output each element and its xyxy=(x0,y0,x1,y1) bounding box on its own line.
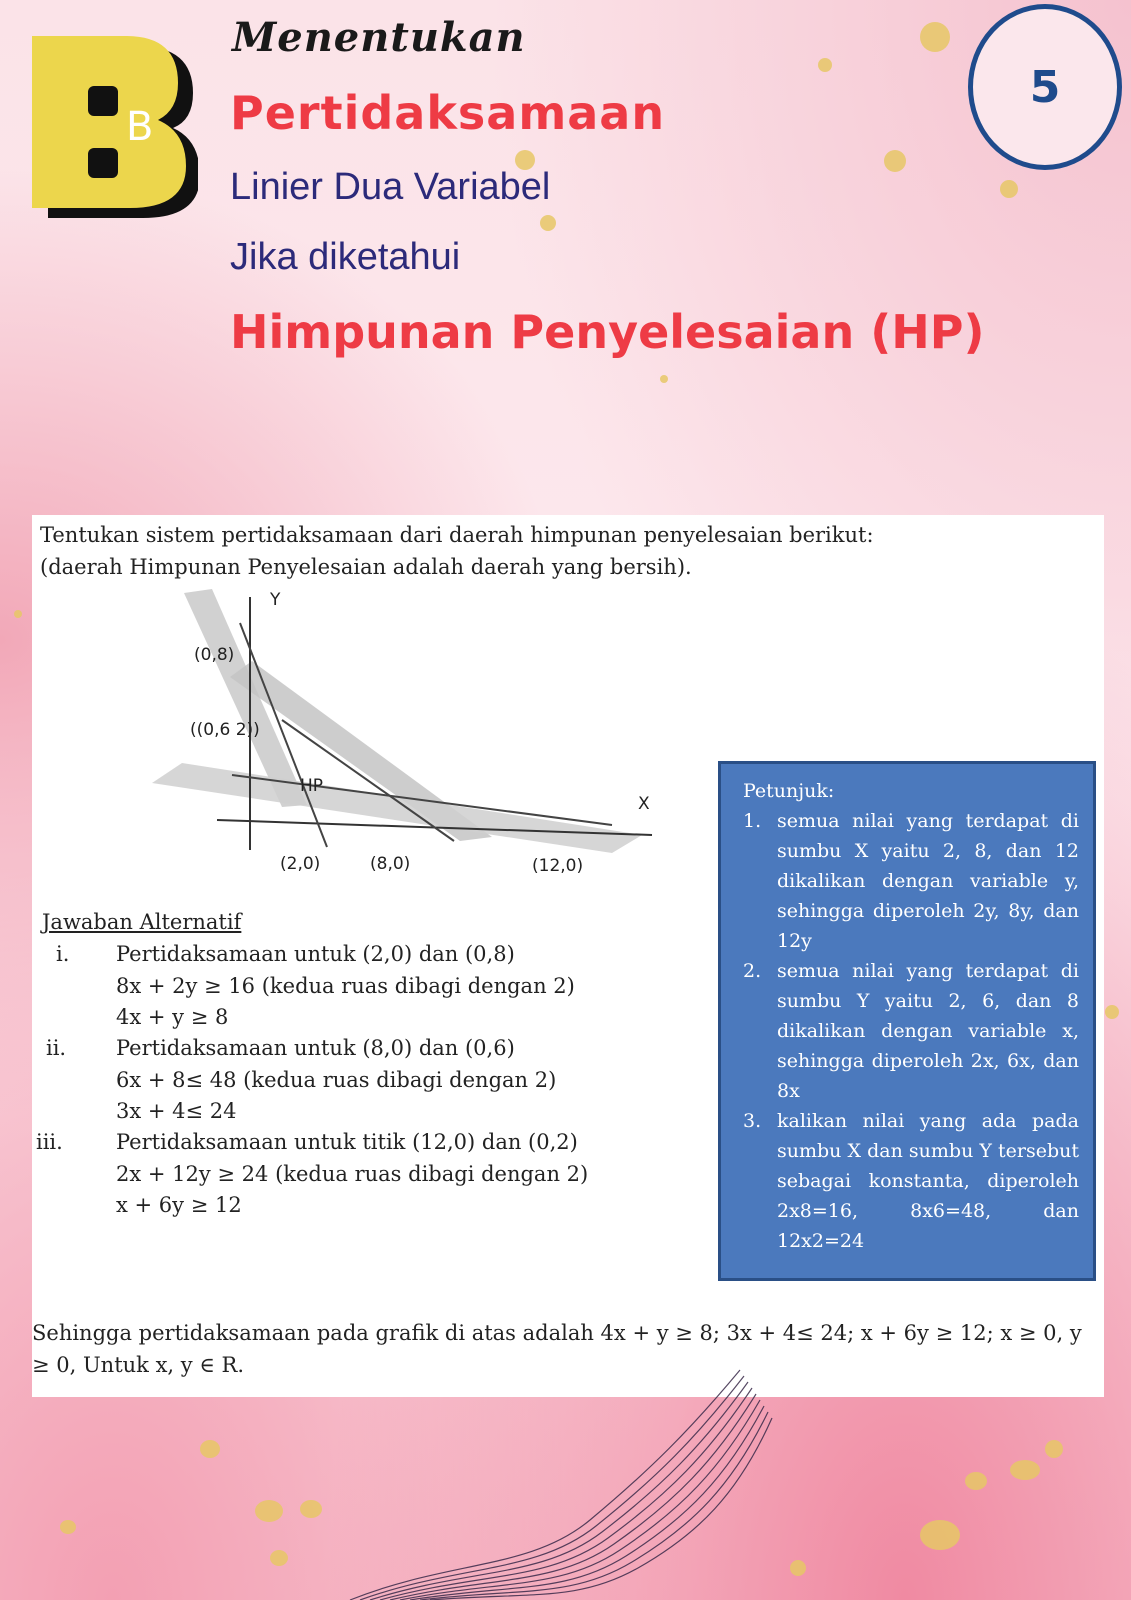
gold-dot xyxy=(1045,1440,1063,1458)
roman-i: i. xyxy=(56,942,70,966)
hint-num: 1. xyxy=(743,810,762,832)
x-axis-label: X xyxy=(638,794,650,814)
content-card xyxy=(32,515,1104,1397)
gold-dot xyxy=(920,1520,960,1550)
hint-title: Petunjuk: xyxy=(743,780,835,802)
gold-dot xyxy=(884,150,906,172)
gold-dot xyxy=(660,375,668,383)
gold-dot xyxy=(14,610,22,618)
roman-iii: iii. xyxy=(36,1130,63,1154)
answer-ii xyxy=(46,1036,515,1060)
letter-b-badge xyxy=(18,28,198,223)
subtitle: Linier Dua Variabel xyxy=(230,166,551,208)
hint-num: 2. xyxy=(743,960,762,982)
letter-b-text: B xyxy=(126,104,154,150)
gold-dot xyxy=(300,1500,322,1518)
answer-ii-text: Pertidaksamaan untuk (8,0) dan (0,6) xyxy=(116,1036,515,1060)
gold-dot xyxy=(965,1472,987,1490)
answer-title: Jawaban Alternatif xyxy=(42,910,242,934)
answer-i xyxy=(56,942,515,966)
gold-dot xyxy=(270,1550,288,1566)
main-title: Pertidaksamaan xyxy=(230,86,666,140)
gold-dot xyxy=(1010,1460,1040,1480)
hp-title: Himpunan Penyelesaian (HP) xyxy=(230,305,985,359)
point-8-0-label: (8,0) xyxy=(370,854,411,874)
point-12-0-label: (12,0) xyxy=(532,856,584,876)
answer-iii-eq2: x + 6y ≥ 12 xyxy=(116,1193,242,1217)
answer-iii-text: Pertidaksamaan untuk titik (12,0) dan (0,2) xyxy=(116,1130,578,1154)
point-0-8-label: (0,8) xyxy=(194,645,235,665)
gold-dot xyxy=(540,215,556,231)
hint-text: semua nilai yang terdapat di sumbu Y yaitu 2, 6, dan 8 dikalikan dengan variable x, sehingga diperoleh 2x, 6x, dan 8x xyxy=(777,960,1079,1102)
conclusion-text: Sehingga pertidaksamaan pada grafik di atas adalah 4x + y ≥ 8; 3x + 4≤ 24; x + 6y ≥ 12; x ≥ 0, y ≥ 0, Untuk x, y ∈ R. xyxy=(32,1321,1082,1377)
gold-dot xyxy=(255,1500,283,1522)
hp-label: HP xyxy=(300,776,324,796)
gold-dot xyxy=(1000,180,1018,198)
script-title: Menentukan xyxy=(232,14,526,61)
solution-region-graph xyxy=(142,585,672,885)
question-line-2: (daerah Himpunan Penyelesaian adalah daerah yang bersih). xyxy=(40,555,692,579)
roman-ii: ii. xyxy=(46,1036,67,1060)
hint-item xyxy=(743,956,1079,1106)
y-axis-label: Y xyxy=(270,590,281,610)
gold-dot xyxy=(818,58,832,72)
answer-iii-eq1: 2x + 12y ≥ 24 (kedua ruas dibagi dengan 2) xyxy=(116,1162,589,1186)
answer-ii-eq1: 6x + 8≤ 48 (kedua ruas dibagi dengan 2) xyxy=(116,1068,557,1092)
hint-text: semua nilai yang terdapat di sumbu X yaitu 2, 8, dan 12 dikalikan dengan variable y, sehingga diperoleh 2y, 8y, dan 12y xyxy=(777,810,1079,952)
answer-i-eq1: 8x + 2y ≥ 16 (kedua ruas dibagi dengan 2) xyxy=(116,974,575,998)
point-0-6-0-2-label: ((0,6 2)) xyxy=(190,720,260,740)
hint-num: 3. xyxy=(743,1110,762,1132)
gold-dot xyxy=(60,1520,76,1534)
point-2-0-label: (2,0) xyxy=(280,854,321,874)
gold-dot xyxy=(790,1560,806,1576)
hint-box xyxy=(718,761,1096,1281)
hint-item xyxy=(743,1106,1079,1256)
gold-dot xyxy=(920,22,950,52)
answer-ii-eq2: 3x + 4≤ 24 xyxy=(116,1099,237,1123)
if-known-text: Jika diketahui xyxy=(230,236,461,278)
hint-item xyxy=(743,806,1079,956)
answer-i-eq2: 4x + y ≥ 8 xyxy=(116,1005,229,1029)
wave-lines-decoration xyxy=(330,1350,780,1600)
gold-dot xyxy=(200,1440,220,1458)
gold-dot xyxy=(1105,1005,1119,1019)
question-line-1: Tentukan sistem pertidaksamaan dari daerah himpunan penyelesaian berikut: xyxy=(40,523,874,547)
page-number-badge: 5 xyxy=(968,4,1122,170)
answer-iii xyxy=(36,1130,578,1154)
hint-text: kalikan nilai yang ada pada sumbu X dan sumbu Y tersebut sebagai konstanta, diperoleh 2x8=16, 8x6=48, dan 12x2=24 xyxy=(777,1110,1079,1252)
answer-i-text: Pertidaksamaan untuk (2,0) dan (0,8) xyxy=(116,942,515,966)
